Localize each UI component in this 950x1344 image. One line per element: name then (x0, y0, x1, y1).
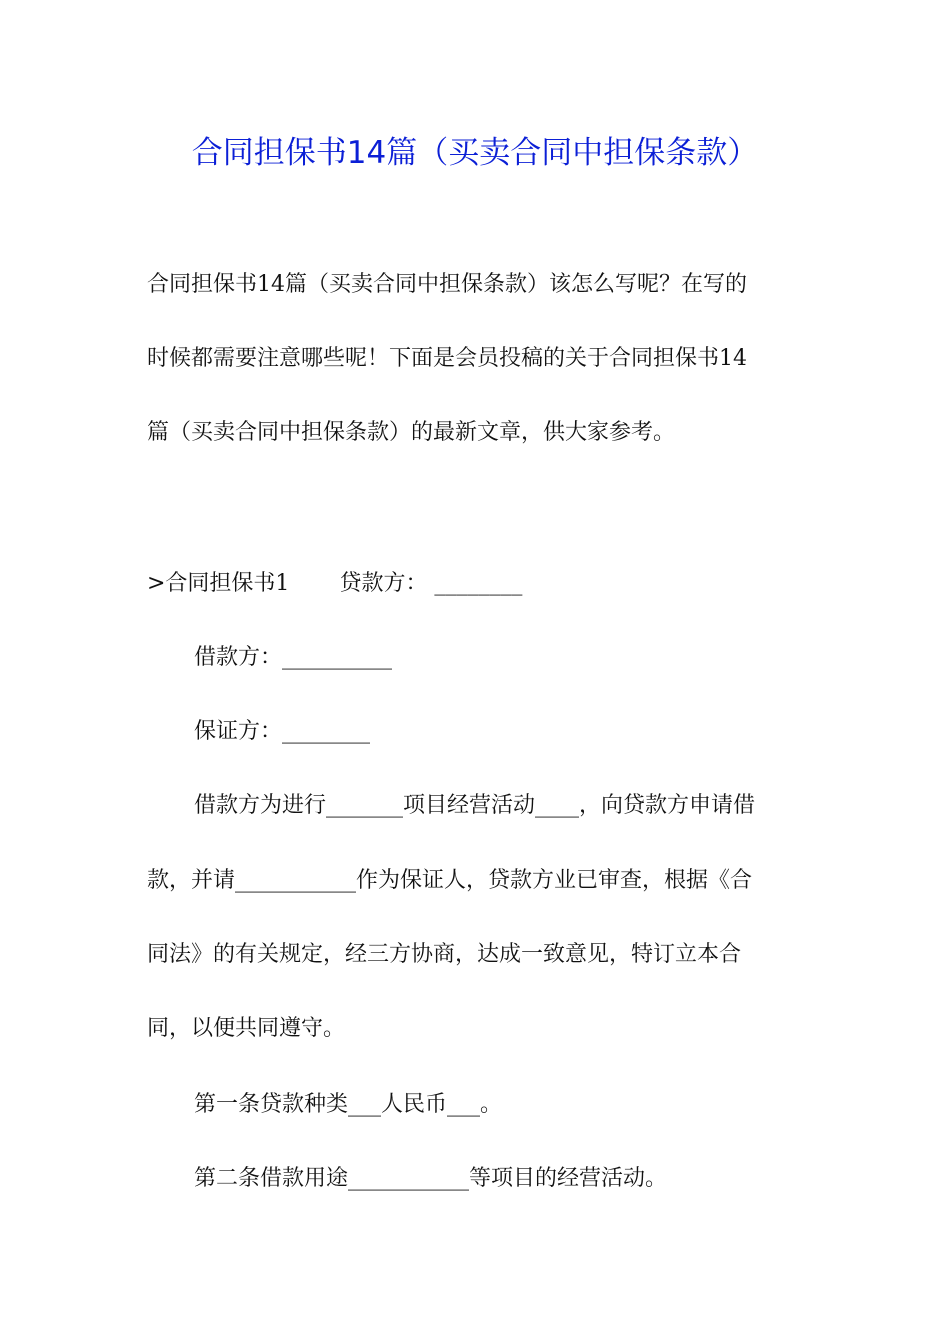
paragraph-line-4: 同，以便共同遵守。 (147, 1016, 346, 1041)
section-heading-line (147, 566, 522, 602)
intro-line-1: 合同担保书14篇（买卖合同中担保条款）该怎么写呢？在写的 (147, 272, 747, 297)
guarantor-field: 保证方：________ (194, 719, 371, 744)
section-heading: >合同担保书1 (147, 571, 290, 596)
intro-line-2: 时候都需要注意哪些呢！下面是会员投稿的关于合同担保书14 (147, 346, 747, 371)
lender-field: 贷款方： ________ (339, 571, 523, 596)
borrower-field: 借款方：__________ (194, 645, 393, 670)
paragraph-line-1: 借款方为进行_______项目经营活动____，向贷款方申请借 (194, 793, 756, 818)
article-2: 第二条借款用途___________等项目的经营活动。 (194, 1166, 668, 1191)
intro-line-3: 篇（买卖合同中担保条款）的最新文章，供大家参考。 (147, 420, 676, 445)
paragraph-line-2: 款，并请___________作为保证人，贷款方业已审查，根据《合 (147, 868, 753, 893)
paragraph-line-3: 同法》的有关规定，经三方协商，达成一致意见，特订立本合 (147, 942, 742, 967)
article-1: 第一条贷款种类___人民币___。 (194, 1092, 503, 1117)
document-title: 合同担保书14篇（买卖合同中担保条款） (191, 135, 759, 171)
